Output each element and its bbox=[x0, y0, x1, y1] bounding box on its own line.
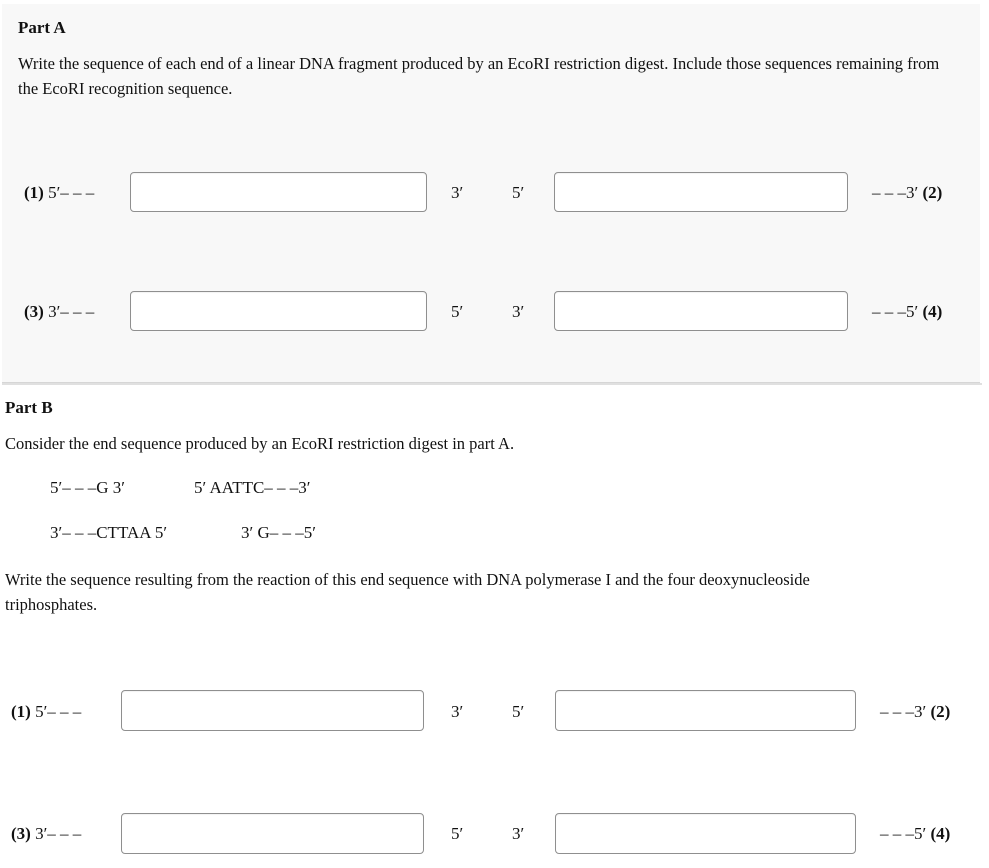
part-b-row1-left-label bbox=[11, 702, 81, 722]
part-b-row2-mid-left: 3′ bbox=[512, 824, 525, 843]
part-a-heading: Part A bbox=[18, 18, 66, 37]
part-a-answer-2-input[interactable] bbox=[554, 172, 848, 212]
part-b-row1-right-suffix: – – –3′ bbox=[880, 702, 927, 721]
part-a-row1-right-label bbox=[872, 183, 942, 203]
sequence-bottom-left: 3′– – –CTTAA 5′ bbox=[50, 523, 168, 542]
part-b-instructions: Write the sequence resulting from the reaction of this end sequence with DNA polymerase I and the four deoxynucleoside triphosphates. bbox=[5, 570, 810, 614]
section-divider bbox=[2, 383, 982, 385]
part-b-row2-left-prefix: 3′– – – bbox=[35, 824, 82, 843]
part-b-answer-2-input[interactable] bbox=[555, 690, 856, 731]
part-a-row1-right-suffix: – – –3′ bbox=[872, 183, 919, 202]
part-b-intro: Consider the end sequence produced by an EcoRI restriction digest in part A. bbox=[5, 434, 515, 453]
part-a-row1-left-num: (1) bbox=[24, 183, 44, 202]
part-a-row2-mid-right: 5′ bbox=[451, 302, 464, 321]
part-b-row2-left-label bbox=[11, 824, 81, 844]
part-b-row2-right-label bbox=[880, 824, 950, 844]
part-b-row1-mid-right: 3′ bbox=[451, 702, 464, 721]
sequence-top-left: 5′– – –G 3′ bbox=[50, 478, 125, 497]
part-b-row1-right-num: (2) bbox=[930, 702, 951, 721]
part-a-row1-left-prefix: 5′– – – bbox=[48, 183, 95, 202]
part-a-answer-1-input[interactable] bbox=[130, 172, 427, 212]
part-a-row2-right-label bbox=[872, 302, 942, 322]
part-a-row2-left-num: (3) bbox=[24, 302, 44, 321]
part-b-row2-right-suffix: – – –5′ bbox=[880, 824, 927, 843]
sequence-bottom-right: 3′ G– – –5′ bbox=[241, 523, 316, 542]
part-b-row1-right-label bbox=[880, 702, 950, 722]
part-b-answer-3-input[interactable] bbox=[121, 813, 424, 854]
part-a-row2-left-label bbox=[24, 302, 94, 322]
part-a-row2-right-num: (4) bbox=[922, 302, 943, 321]
part-a-row2-right-suffix: – – –5′ bbox=[872, 302, 919, 321]
part-b-row2-right-num: (4) bbox=[930, 824, 951, 843]
part-b-row2-left-num: (3) bbox=[11, 824, 31, 843]
part-a-row2-left-prefix: 3′– – – bbox=[48, 302, 95, 321]
part-b-row1-left-num: (1) bbox=[11, 702, 31, 721]
part-a-row1-left-label bbox=[24, 183, 94, 203]
part-a-row1-right-num: (2) bbox=[922, 183, 943, 202]
part-b-answer-1-input[interactable] bbox=[121, 690, 424, 731]
part-a-instructions: Write the sequence of each end of a linear DNA fragment produced by an EcoRI restriction digest. Include those sequences remaining from the EcoRI recognition sequence. bbox=[18, 54, 940, 98]
part-a-row2-mid-left: 3′ bbox=[512, 302, 525, 321]
part-a-answer-3-input[interactable] bbox=[130, 291, 427, 331]
part-b-row1-mid-left: 5′ bbox=[512, 702, 525, 721]
part-a-row1-mid-left: 5′ bbox=[512, 183, 525, 202]
part-a-answer-4-input[interactable] bbox=[554, 291, 848, 331]
part-b-row1-left-prefix: 5′– – – bbox=[35, 702, 82, 721]
part-b-answer-4-input[interactable] bbox=[555, 813, 856, 854]
part-b-row2-mid-right: 5′ bbox=[451, 824, 464, 843]
part-b-heading: Part B bbox=[5, 398, 53, 417]
sequence-top-right: 5′ AATTC– – –3′ bbox=[194, 478, 311, 497]
part-a-row1-mid-right: 3′ bbox=[451, 183, 464, 202]
